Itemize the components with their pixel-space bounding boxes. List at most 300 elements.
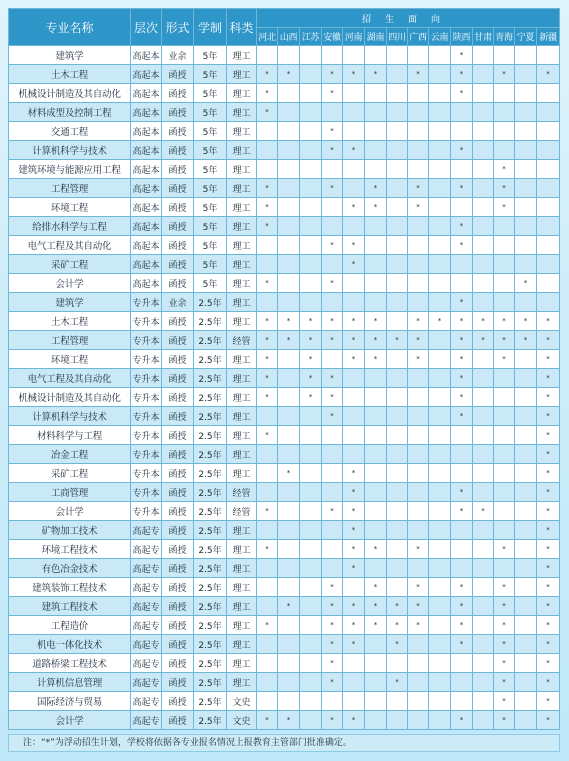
duration-cell: 2.5年 [194, 502, 227, 521]
province-mark-cell [429, 103, 451, 122]
province-mark-cell [429, 198, 451, 217]
duration-cell: 2.5年 [194, 464, 227, 483]
province-mark-cell [494, 407, 515, 426]
province-mark-cell [408, 673, 429, 692]
province-mark-cell [365, 464, 387, 483]
province-mark-cell [387, 597, 408, 616]
province-mark-cell [343, 103, 365, 122]
province-mark-cell [473, 426, 494, 445]
province-mark-cell [322, 521, 343, 540]
province-mark-cell [537, 635, 560, 654]
table-row [9, 160, 560, 179]
category-cell: 理工 [227, 369, 257, 388]
province-mark-cell [365, 692, 387, 711]
header-province: 四川 [387, 28, 408, 46]
star-mark: * [502, 602, 506, 610]
star-mark: * [286, 70, 291, 78]
star-mark: * [502, 336, 506, 344]
province-mark-cell [343, 198, 365, 217]
duration-cell: 2.5年 [194, 692, 227, 711]
province-mark-cell [537, 521, 560, 540]
star-mark: * [330, 336, 334, 344]
province-mark-cell [365, 559, 387, 578]
major-cell: 环境工程 [9, 350, 131, 369]
duration-cell: 2.5年 [194, 597, 227, 616]
province-mark-cell [365, 141, 387, 160]
table-row [9, 559, 560, 578]
province-mark-cell [429, 179, 451, 198]
major-cell: 冶金工程 [9, 445, 131, 464]
form-cell: 函授 [162, 331, 194, 350]
province-mark-cell [278, 65, 300, 84]
province-mark-cell [343, 407, 365, 426]
province-mark-cell [515, 274, 537, 293]
province-mark-cell [257, 65, 278, 84]
star-mark: * [546, 70, 550, 78]
category-cell: 文史 [227, 711, 257, 730]
star-mark: * [546, 526, 550, 534]
province-mark-cell [387, 426, 408, 445]
duration-cell: 2.5年 [194, 559, 227, 578]
province-mark-cell [429, 654, 451, 673]
table-row [9, 84, 560, 103]
form-cell: 函授 [162, 654, 194, 673]
star-mark: * [459, 393, 464, 401]
province-mark-cell [387, 407, 408, 426]
star-mark: * [546, 488, 550, 496]
header-province: 新疆 [537, 28, 560, 46]
duration-cell: 5年 [194, 236, 227, 255]
star-mark: * [546, 317, 550, 325]
province-mark-cell [322, 103, 343, 122]
star-mark: * [265, 374, 269, 382]
header-province: 陕西 [451, 28, 473, 46]
province-mark-cell [537, 255, 560, 274]
star-mark: * [286, 602, 291, 610]
province-mark-cell [257, 559, 278, 578]
province-mark-cell [473, 654, 494, 673]
star-mark: * [373, 184, 378, 192]
province-mark-cell [429, 236, 451, 255]
star-mark: * [265, 393, 269, 401]
star-mark: * [351, 507, 356, 515]
province-mark-cell [494, 217, 515, 236]
major-cell: 国际经济与贸易 [9, 692, 131, 711]
province-mark-cell [322, 597, 343, 616]
star-mark: * [416, 336, 420, 344]
major-cell: 土木工程 [9, 312, 131, 331]
table-row [9, 521, 560, 540]
form-cell: 函授 [162, 255, 194, 274]
province-mark-cell [515, 255, 537, 274]
category-cell: 理工 [227, 407, 257, 426]
star-mark: * [546, 355, 550, 363]
major-cell: 给排水科学与工程 [9, 217, 131, 236]
major-cell: 计算机信息管理 [9, 673, 131, 692]
province-mark-cell [322, 293, 343, 312]
form-cell: 函授 [162, 540, 194, 559]
province-mark-cell [451, 388, 473, 407]
province-mark-cell [300, 160, 322, 179]
province-mark-cell [343, 293, 365, 312]
province-mark-cell [257, 103, 278, 122]
table-row [9, 46, 560, 65]
star-mark: * [546, 507, 550, 515]
header-province: 河北 [257, 28, 278, 46]
form-cell: 函授 [162, 274, 194, 293]
category-cell: 理工 [227, 236, 257, 255]
province-mark-cell [429, 407, 451, 426]
form-cell: 函授 [162, 312, 194, 331]
province-mark-cell [473, 122, 494, 141]
province-mark-cell [365, 274, 387, 293]
province-mark-cell [537, 597, 560, 616]
province-mark-cell [365, 217, 387, 236]
major-cell: 环境工程 [9, 198, 131, 217]
star-mark: * [265, 355, 269, 363]
province-mark-cell [322, 464, 343, 483]
table-row [9, 179, 560, 198]
province-mark-cell [473, 350, 494, 369]
province-mark-cell [257, 84, 278, 103]
level-cell: 专升本 [131, 331, 162, 350]
province-mark-cell [387, 540, 408, 559]
province-mark-cell [300, 426, 322, 445]
province-mark-cell [278, 255, 300, 274]
province-mark-cell [343, 654, 365, 673]
star-mark: * [416, 621, 420, 629]
province-mark-cell [451, 483, 473, 502]
star-mark: * [546, 450, 550, 458]
province-mark-cell [365, 521, 387, 540]
province-mark-cell [451, 122, 473, 141]
star-mark: * [546, 621, 550, 629]
province-mark-cell [257, 445, 278, 464]
province-mark-cell [387, 445, 408, 464]
duration-cell: 2.5年 [194, 483, 227, 502]
province-mark-cell [365, 540, 387, 559]
star-mark: * [330, 241, 334, 249]
province-mark-cell [473, 445, 494, 464]
star-mark: * [546, 469, 550, 477]
province-mark-cell [473, 597, 494, 616]
star-mark: * [502, 165, 506, 173]
province-mark-cell [451, 293, 473, 312]
duration-cell: 2.5年 [194, 293, 227, 312]
province-mark-cell [494, 426, 515, 445]
star-mark: * [373, 355, 378, 363]
form-cell: 函授 [162, 122, 194, 141]
level-cell: 高起本 [131, 274, 162, 293]
province-mark-cell [278, 312, 300, 331]
star-mark: * [351, 621, 356, 629]
province-mark-cell [515, 331, 537, 350]
level-cell: 高起专 [131, 559, 162, 578]
province-mark-cell [515, 122, 537, 141]
province-mark-cell [278, 654, 300, 673]
province-mark-cell [473, 407, 494, 426]
province-mark-cell [365, 654, 387, 673]
form-cell: 函授 [162, 198, 194, 217]
star-mark: * [373, 70, 378, 78]
star-mark: * [481, 507, 485, 515]
form-cell: 函授 [162, 559, 194, 578]
province-mark-cell [343, 673, 365, 692]
province-mark-cell [257, 616, 278, 635]
province-mark-cell [473, 369, 494, 388]
province-mark-cell [451, 274, 473, 293]
province-mark-cell [387, 388, 408, 407]
province-mark-cell [300, 84, 322, 103]
province-mark-cell [473, 103, 494, 122]
star-mark: * [546, 412, 550, 420]
major-cell: 有色冶金技术 [9, 559, 131, 578]
star-mark: * [459, 298, 464, 306]
province-mark-cell [473, 578, 494, 597]
province-mark-cell [257, 331, 278, 350]
province-mark-cell [408, 274, 429, 293]
star-mark: * [459, 583, 464, 591]
province-mark-cell [494, 445, 515, 464]
level-cell: 高起专 [131, 711, 162, 730]
duration-cell: 2.5年 [194, 711, 227, 730]
level-cell: 高起本 [131, 103, 162, 122]
province-mark-cell [494, 673, 515, 692]
level-cell: 专升本 [131, 445, 162, 464]
province-mark-cell [322, 141, 343, 160]
form-cell: 函授 [162, 217, 194, 236]
province-mark-cell [300, 521, 322, 540]
duration-cell: 2.5年 [194, 540, 227, 559]
form-cell: 函授 [162, 578, 194, 597]
province-mark-cell [278, 274, 300, 293]
star-mark: * [351, 469, 356, 477]
province-mark-cell [537, 407, 560, 426]
star-mark: * [416, 545, 420, 553]
province-mark-cell [408, 407, 429, 426]
province-mark-cell [451, 369, 473, 388]
province-mark-cell [429, 274, 451, 293]
province-mark-cell [278, 540, 300, 559]
province-mark-cell [387, 654, 408, 673]
level-cell: 高起专 [131, 635, 162, 654]
star-mark: * [395, 678, 399, 686]
province-mark-cell [278, 673, 300, 692]
star-mark: * [330, 621, 334, 629]
form-cell: 函授 [162, 616, 194, 635]
province-mark-cell [451, 160, 473, 179]
star-mark: * [373, 336, 378, 344]
province-mark-cell [343, 312, 365, 331]
province-mark-cell [343, 559, 365, 578]
province-mark-cell [515, 483, 537, 502]
province-mark-cell [300, 673, 322, 692]
star-mark: * [459, 89, 464, 97]
province-mark-cell [494, 46, 515, 65]
province-mark-cell [300, 312, 322, 331]
table-row [9, 483, 560, 502]
province-mark-cell [537, 122, 560, 141]
province-mark-cell [537, 198, 560, 217]
province-mark-cell [300, 122, 322, 141]
level-cell: 专升本 [131, 350, 162, 369]
star-mark: * [330, 412, 334, 420]
star-mark: * [286, 469, 291, 477]
table-row [9, 217, 560, 236]
table-row [9, 597, 560, 616]
category-cell: 理工 [227, 616, 257, 635]
province-mark-cell [343, 388, 365, 407]
province-mark-cell [537, 160, 560, 179]
level-cell: 专升本 [131, 426, 162, 445]
category-cell: 理工 [227, 350, 257, 369]
star-mark: * [546, 640, 550, 648]
table-row [9, 331, 560, 350]
form-cell: 函授 [162, 711, 194, 730]
province-mark-cell [300, 483, 322, 502]
star-mark: * [308, 393, 313, 401]
star-mark: * [351, 260, 356, 268]
province-mark-cell [473, 198, 494, 217]
province-mark-cell [494, 312, 515, 331]
star-mark: * [351, 241, 356, 249]
province-mark-cell [387, 331, 408, 350]
province-mark-cell [408, 521, 429, 540]
province-mark-cell [278, 388, 300, 407]
category-cell: 理工 [227, 521, 257, 540]
province-mark-cell [322, 388, 343, 407]
level-cell: 专升本 [131, 464, 162, 483]
province-mark-cell [343, 217, 365, 236]
duration-cell: 5年 [194, 84, 227, 103]
province-mark-cell [278, 597, 300, 616]
header-form: 形式 [162, 9, 194, 46]
province-mark-cell [300, 255, 322, 274]
province-mark-cell [322, 673, 343, 692]
category-cell: 理工 [227, 103, 257, 122]
duration-cell: 2.5年 [194, 350, 227, 369]
province-mark-cell [473, 559, 494, 578]
province-mark-cell [365, 597, 387, 616]
form-cell: 函授 [162, 502, 194, 521]
star-mark: * [265, 621, 269, 629]
province-mark-cell [451, 407, 473, 426]
province-mark-cell [365, 312, 387, 331]
province-mark-cell [515, 673, 537, 692]
table-row [9, 445, 560, 464]
province-mark-cell [429, 369, 451, 388]
province-mark-cell [451, 692, 473, 711]
star-mark: * [373, 621, 378, 629]
level-cell: 专升本 [131, 369, 162, 388]
enrollment-table [8, 8, 560, 730]
major-cell: 计算机科学与技术 [9, 141, 131, 160]
header-category: 科类 [227, 9, 257, 46]
province-mark-cell [515, 217, 537, 236]
star-mark: * [416, 184, 420, 192]
province-mark-cell [365, 369, 387, 388]
province-mark-cell [278, 635, 300, 654]
category-cell: 文史 [227, 692, 257, 711]
province-mark-cell [473, 65, 494, 84]
major-cell: 采矿工程 [9, 464, 131, 483]
star-mark: * [330, 659, 334, 667]
province-mark-cell [257, 407, 278, 426]
province-mark-cell [257, 160, 278, 179]
star-mark: * [330, 716, 334, 724]
province-mark-cell [515, 502, 537, 521]
province-mark-cell [494, 388, 515, 407]
province-mark-cell [365, 578, 387, 597]
province-mark-cell [322, 274, 343, 293]
table-body [9, 46, 560, 730]
major-cell: 建筑学 [9, 46, 131, 65]
province-mark-cell [322, 331, 343, 350]
province-mark-cell [494, 559, 515, 578]
province-mark-cell [537, 331, 560, 350]
province-mark-cell [408, 255, 429, 274]
province-mark-cell [494, 141, 515, 160]
province-mark-cell [429, 464, 451, 483]
province-mark-cell [451, 540, 473, 559]
province-mark-cell [494, 502, 515, 521]
level-cell: 高起本 [131, 179, 162, 198]
table-row [9, 540, 560, 559]
level-cell: 高起本 [131, 84, 162, 103]
star-mark: * [416, 70, 420, 78]
province-mark-cell [278, 160, 300, 179]
province-mark-cell [257, 502, 278, 521]
star-mark: * [265, 507, 269, 515]
table-row [9, 141, 560, 160]
star-mark: * [351, 602, 356, 610]
province-mark-cell [537, 616, 560, 635]
level-cell: 高起本 [131, 65, 162, 84]
province-mark-cell [408, 84, 429, 103]
province-mark-cell [300, 65, 322, 84]
province-mark-cell [451, 654, 473, 673]
province-mark-cell [451, 331, 473, 350]
star-mark: * [286, 317, 291, 325]
province-mark-cell [537, 65, 560, 84]
major-cell: 机械设计制造及其自动化 [9, 84, 131, 103]
major-cell: 机械设计制造及其自动化 [9, 388, 131, 407]
province-mark-cell [473, 388, 494, 407]
province-mark-cell [473, 46, 494, 65]
province-mark-cell [451, 198, 473, 217]
province-mark-cell [515, 103, 537, 122]
province-mark-cell [343, 255, 365, 274]
province-mark-cell [278, 46, 300, 65]
header-province: 青海 [494, 28, 515, 46]
province-mark-cell [451, 255, 473, 274]
province-mark-cell [408, 103, 429, 122]
star-mark: * [330, 374, 334, 382]
star-mark: * [459, 716, 464, 724]
category-cell: 经管 [227, 483, 257, 502]
province-mark-cell [300, 502, 322, 521]
table-header [9, 9, 560, 46]
star-mark: * [481, 336, 485, 344]
duration-cell: 2.5年 [194, 369, 227, 388]
province-mark-cell [451, 559, 473, 578]
star-mark: * [351, 545, 356, 553]
province-mark-cell [322, 350, 343, 369]
province-mark-cell [387, 711, 408, 730]
star-mark: * [502, 640, 506, 648]
province-mark-cell [408, 635, 429, 654]
province-mark-cell [429, 331, 451, 350]
